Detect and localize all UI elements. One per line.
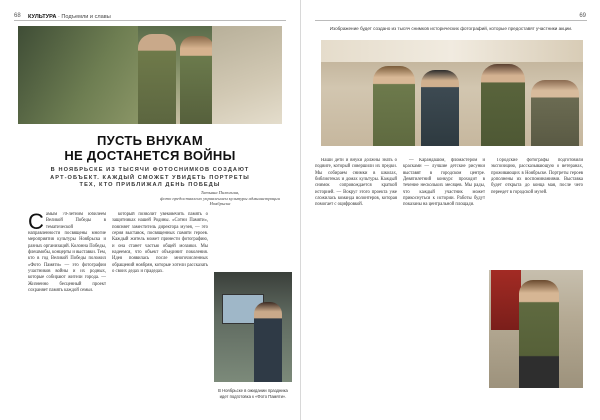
right-page <box>300 0 600 420</box>
text-column-2 <box>112 212 208 412</box>
person-4 <box>531 80 579 146</box>
girl-figure <box>254 302 282 382</box>
person-1 <box>373 66 415 146</box>
text-column-1 <box>28 212 106 412</box>
girl-with-flag-photo <box>489 270 583 388</box>
photo3-caption: Изображение будет создано из тысяч снимков исторических фотографий, которые предоставят участники акции. <box>329 26 573 31</box>
girl-figure-flag <box>519 280 559 388</box>
wall-banner <box>321 40 583 62</box>
section-rubric: Подъемли и славы <box>61 14 111 20</box>
text-column-4 <box>403 158 485 412</box>
byline <box>150 190 290 207</box>
article-lead: В НОЯБРЬСКЕ ИЗ ТЫСЯЧИ ФОТОСНИМКОВ СОЗДАЮТ АРТ-ОБЪЕКТ. КАЖДЫЙ СМОЖЕТ УВИДЕТЬ ПОРТРЕТЫ ТЕХ, КТО ПРИБЛИЖАЛ ДЕНЬ ПОБЕДЫ <box>50 167 250 189</box>
column-2-text: который позволит увековечить память о защитниках нашей Родины. «Сотни Памяти», поясняет заместитель директора музея, — это серия выставок, посвященных памяти героев. Каждый житель может принести фотографию, и она станет частью общей мозаики. Мы надеемся, что объект объединит поколения. Идея появилась после многочисленных обращений ноябрян, которые хотели рассказать о своих дедах и прадедах. <box>112 212 208 275</box>
photo-background <box>18 26 138 124</box>
photo2-caption: В Ноябрьске в ожидании праздника идет подготовка к «Фото Памяти». <box>218 388 288 399</box>
page-number-left: 68 <box>14 13 21 19</box>
page-number-right: 69 <box>579 13 586 19</box>
header-rule <box>14 20 286 21</box>
text-column-3 <box>315 158 397 412</box>
girl-at-computer-photo <box>214 272 292 382</box>
author-name: Татьяна Пилюгина, <box>200 190 240 195</box>
photo-credit: фото предоставлено управлением культуры администрации Ноябрьска <box>160 195 280 207</box>
group-in-uniforms-photo <box>321 40 583 146</box>
column-3-text: Наши дети и внуки должны знать о подвиге, который совершили их предки. Мы собираем снимки в школах, библиотеках и домах культуры. Каждый снимок сопровождается краткой историей. — Вокруг этого проекта уже сложилась команда волонтеров, которая помогает с оцифровкой. <box>315 158 397 208</box>
header-rule-right <box>315 20 587 21</box>
article-title-line1: ПУСТЬ ВНУКАМ <box>96 133 203 148</box>
boy-in-uniform <box>138 34 176 124</box>
section-name: КУЛЬТУРА <box>28 14 57 20</box>
article-title-line2: НЕ ДОСТАНЕТСЯ ВОЙНЫ <box>64 148 236 163</box>
text-column-5 <box>491 158 583 264</box>
column-5-text: Городские фотографы подготовили экспозицию, рассказывающую о ветеранах, проживающих в Ноябрьске. Портреты героев дополнены их воспоминаниями. Выставка будет открыта до конца мая, после чего переедет в городской музей. <box>491 158 583 195</box>
column-1-text: амым 70-летним юбилеем Великой Победы в тематической направленности посвящены многие мероприятия культуры Ноябрьска и разных организаций. Колонна Победы, флешмобы, концерты и выставки. Тем, кто в год Великой Победы положил «Фото Памяти» — это фотографии участников войны и их родных, которые собирают жители города. — Жизненно бесценный проект сохраняет память каждой семьи. <box>28 212 106 294</box>
red-flag <box>491 270 521 330</box>
photo-background-light <box>212 26 282 124</box>
children-in-wartime-uniform-photo <box>18 26 282 124</box>
person-3 <box>481 64 525 146</box>
person-2 <box>421 70 459 146</box>
dropcap: С <box>28 212 44 234</box>
column-4-text: — Карандашом, фломастером и красками — лучшие детские рисунки выставят в городском центре. Девятилетний конкурс проходит в течение нескольких месяцев. Мы рады, что каждый участник может прикоснуться к истории. Работы будут показаны на центральной площади. <box>403 158 485 208</box>
girl-in-uniform <box>180 36 214 124</box>
section-separator: · <box>57 14 60 20</box>
